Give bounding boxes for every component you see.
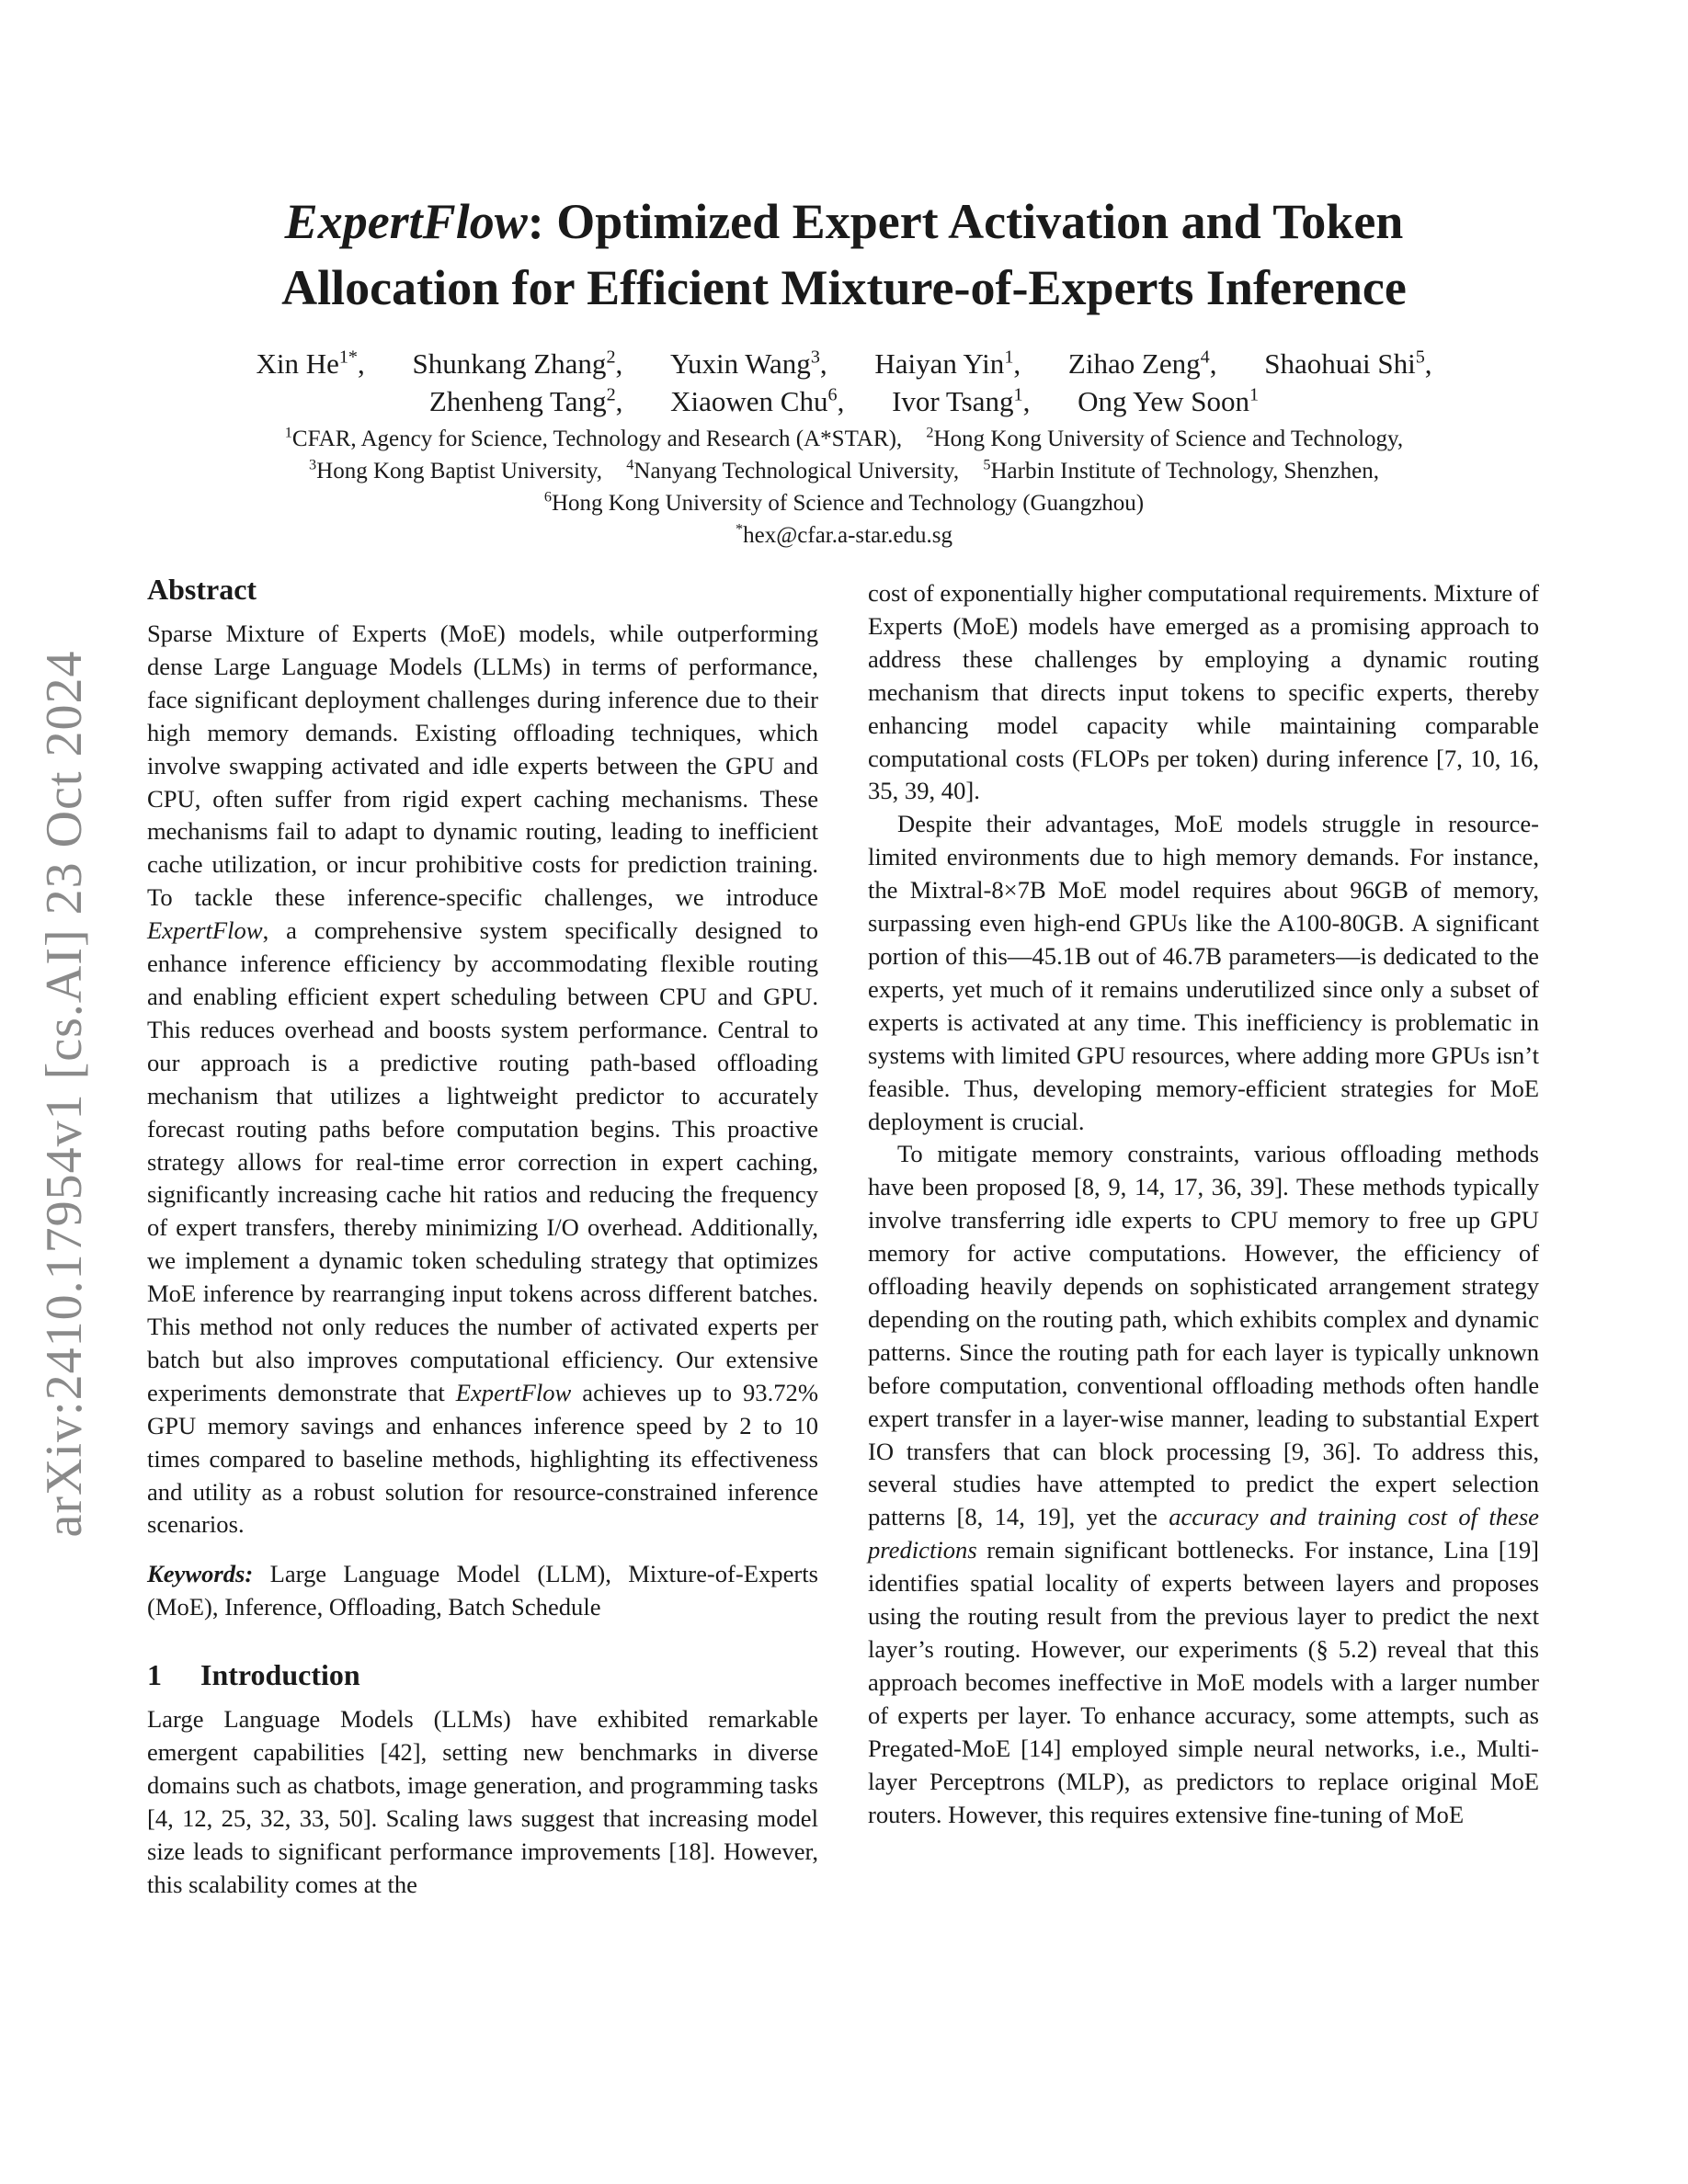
author: Zihao Zeng$^4$, (1067, 347, 1217, 380)
abstract-heading: Abstract (147, 573, 257, 606)
affiliation: $^3$Hong Kong Baptist University, (309, 456, 603, 483)
arxiv-watermark (36, 597, 93, 1590)
author-line-1 (110, 345, 1578, 382)
author: Yuxin Wang$^3$, (670, 347, 827, 380)
abstract-text: Sparse Mixture of Experts (MoE) models, while outperforming dense Large Language Models (LLMs) in terms of performance, face significant deployment challenges during inference due to their high memory demands. Existing offloading techniques, which involve swapping activated and idle experts between the GPU and CPU, often suffer from rigid expert caching mechanisms. These mechanisms fail to adapt to dynamic routing, leading to inefficient cache utilization, or incur prohibitive costs for prediction training. To tackle these inference-specific challenges, we introduce ExpertFlow, a comprehensive system specifically designed to enhance inference efficiency by accommodating flexible routing and enabling efficient expert scheduling between CPU and GPU. This reduces overhead and boosts system performance. Central to our approach is a predictive routing path-based offloading mechanism that utilizes a lightweight predictor to accurately forecast routing paths before computation begins. This proactive strategy allows for real-time error correction in expert caching, significantly increasing cache hit ratios and reducing the frequency of expert transfers, thereby minimizing I/O overhead. Additionally, we implement a dynamic token scheduling strategy that optimizes MoE inference by rearranging input tokens across different batches. This method not only reduces the number of activated experts per batch but also improves computational efficiency. Our extensive experiments demonstrate that ExpertFlow achieves up to 93.72% GPU memory savings and enhances inference speed by 2 to 10 times compared to baseline methods, highlighting its effectiveness and utility as a robust solution for resource-constrained inference scenarios. (147, 620, 818, 1539)
affiliation: $^1$CFAR, Agency for Science, Technology and Research (A*STAR), (284, 424, 903, 451)
author: Xin $He^{1*}$, (256, 347, 365, 380)
title-system-name: ExpertFlow (284, 194, 528, 249)
body-paragraph: cost of exponentially higher computational requirements. Mixture of Experts (MoE) models have emerged as a promising approach to address these challenges by employing a dynamic routing mechanism that directs input tokens to specific experts, thereby enhancing model capacity while maintaining comparable computational costs (FLOPs per token) during inference [7, 10, 16, 35, 39, 40]. (868, 579, 1539, 805)
author: Shunkang Zhang$^2$, (412, 347, 623, 380)
author: Ivor Tsang$^1$, (892, 384, 1031, 417)
section-heading-introduction: 1 Introduction (147, 1658, 360, 1692)
body-paragraph: Despite their advantages, MoE models struggle in resource-limited environments due to high memory demands. For instance, the Mixtral-8×7B MoE model requires about 96GB of memory, surpassing even high-end GPUs like the A100-80GB. A significant portion of this—45.1B out of 46.7B parameters—is dedicated to the experts, yet much of it remains underutilized since only a subset of experts is activated at any time. This inefficiency is problematic in systems with limited GPU resources, where adding more GPUs isn’t feasible. Thus, developing memory-efficient strategies for MoE deployment is crucial. (868, 810, 1539, 1135)
affiliation-line-3 (110, 487, 1578, 519)
affiliation: $^4$Nanyang Technological University, (626, 456, 960, 483)
keywords (147, 1558, 818, 1624)
left-column (147, 570, 818, 1902)
affiliations (110, 423, 1578, 552)
author: Zhenheng Tang$^2$, (428, 384, 623, 417)
contact-email: *hex@cfar.a-star.edu.sg (736, 520, 952, 548)
title-line2: Allocation for Efficient Mixture-of-Experts Inference (281, 260, 1407, 315)
author: Xiaowen Chu$^6$, (670, 384, 845, 417)
author: Shaohuai Shi$^5$, (1264, 347, 1432, 380)
affiliation: $^2$Hong Kong University of Science and Technology, (926, 424, 1404, 451)
body-paragraph: To mitigate memory constraints, various offloading methods have been proposed [8, 9, 14, 17, 36, 39]. These methods typically involve transferring idle experts to CPU memory to free up GPU memory for active computations. However, the efficiency of offloading heavily depends on sophisticated arrangement strategy depending on the routing path, which exhibits complex and dynamic patterns. Since the routing path for each layer is typically unknown before computation, conventional offloading methods often handle expert transfer in a layer-wise manner, leading to substantial Expert IO transfers that can block processing [9, 36]. To address this, several studies have attempted to predict the expert selection patterns [8, 14, 19], yet the accuracy and training cost of these predictions remain significant bottlenecks. For instance, Lina [19] identifies spatial locality of experts between layers and proposes using the routing result from the previous layer to predict the next layer’s routing. However, our experiments (§ 5.2) reveal that this approach becomes ineffective in MoE models with a larger number of experts per layer. To enhance accuracy, some attempts, such as Pregated-MoE [14] employed simple neural networks, i.e., Multi-layer Perceptrons (MLP), as predictors to replace original MoE routers. However, this requires extensive fine-tuning of MoE (868, 1140, 1539, 1828)
affiliation: $^5$Harbin Institute of Technology, Shenzhen, (983, 456, 1379, 483)
author-list (110, 345, 1578, 420)
keywords-text: Large Language Model (LLM), Mixture-of-Experts (MoE), Inference, Offloading, Batch Schedule (147, 1560, 818, 1621)
affiliation-line-2 (110, 455, 1578, 487)
arxiv-watermark-text: arXiv:2410.17954v1 [cs.AI] 23 Oct 2024 (36, 650, 93, 1538)
right-column (868, 577, 1539, 1831)
author: Haiyan Yin$^1$, (874, 347, 1021, 380)
keywords-label: Keywords: (147, 1560, 254, 1588)
paper-title (110, 188, 1578, 321)
affiliation: $^6$Hong Kong University of Science and Technology (Guangzhou) (543, 488, 1145, 516)
email-address: hex@cfar.a-star.edu.sg (743, 523, 952, 548)
author: Ong Yew Soon$^1$ (1078, 384, 1260, 417)
title-line1: : Optimized Expert Activation and Token (527, 194, 1404, 249)
intro-paragraph: Large Language Models (LLMs) have exhibited remarkable emergent capabilities [42], setting new benchmarks in diverse domains such as chatbots, image generation, and programming tasks [4, 12, 25, 32, 33, 50]. Scaling laws suggest that increasing model size leads to significant performance improvements [18]. However, this scalability comes at the (147, 1705, 818, 1898)
author-line-2 (110, 382, 1578, 420)
affiliation-line-1 (110, 423, 1578, 455)
